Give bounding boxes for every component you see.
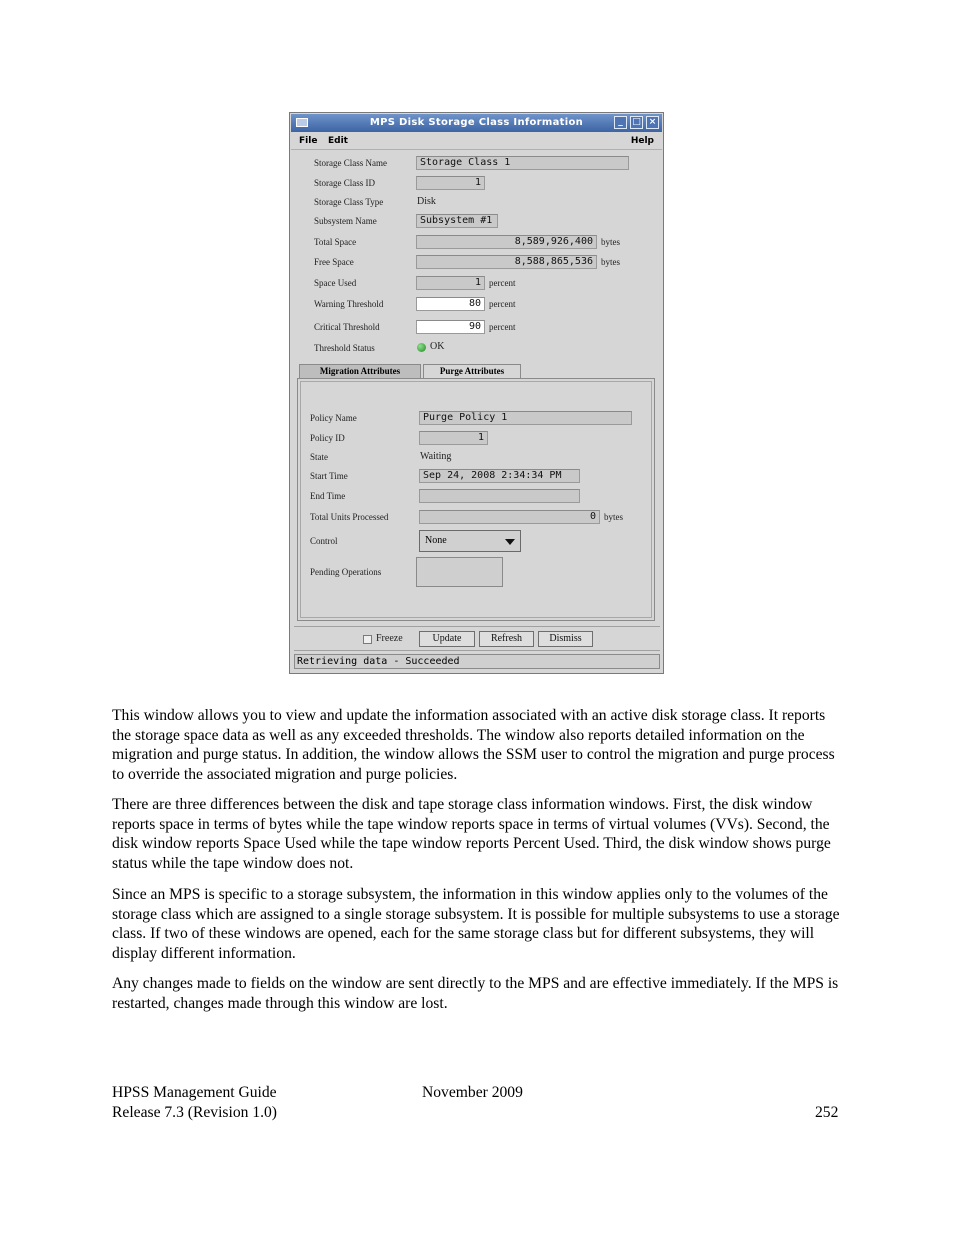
- footer-date: November 2009: [422, 1084, 523, 1101]
- total-units-unit: bytes: [604, 512, 623, 522]
- storage-class-id-field: 1: [416, 176, 485, 190]
- storage-class-name-label: Storage Class Name: [314, 158, 387, 168]
- maximize-icon[interactable]: □: [630, 116, 643, 129]
- total-space-field: 8,589,926,400: [416, 235, 597, 249]
- space-used-unit: percent: [489, 278, 516, 288]
- threshold-status-value: OK: [430, 341, 445, 352]
- state-label: State: [310, 452, 328, 462]
- control-label: Control: [310, 536, 338, 546]
- menu-help[interactable]: Help: [630, 136, 654, 146]
- storage-class-id-label: Storage Class ID: [314, 178, 375, 188]
- free-space-unit: bytes: [601, 257, 620, 267]
- tab-migration-attributes[interactable]: Migration Attributes: [299, 364, 421, 378]
- refresh-button[interactable]: Refresh: [479, 631, 534, 647]
- status-bar: Retrieving data - Succeeded: [294, 654, 660, 669]
- minimize-icon[interactable]: _: [614, 116, 627, 129]
- policy-id-field: 1: [419, 431, 488, 445]
- policy-name-field: Purge Policy 1: [419, 411, 632, 425]
- total-space-label: Total Space: [314, 237, 357, 247]
- status-ok-icon: [417, 343, 426, 352]
- footer-guide-title: HPSS Management Guide: [112, 1084, 277, 1101]
- chevron-down-icon: [505, 539, 515, 545]
- end-time-label: End Time: [310, 491, 346, 501]
- total-units-processed-field: 0: [419, 510, 600, 524]
- free-space-field: 8,588,865,536: [416, 255, 597, 269]
- warning-threshold-input[interactable]: 80: [416, 297, 485, 311]
- space-used-label: Space Used: [314, 278, 357, 288]
- paragraph-1: [112, 706, 842, 785]
- critical-threshold-label: Critical Threshold: [314, 322, 380, 332]
- space-used-field: 1: [416, 276, 485, 290]
- end-time-field: [419, 489, 580, 503]
- close-icon[interactable]: ×: [646, 116, 659, 129]
- freeze-checkbox[interactable]: [363, 635, 372, 644]
- paragraph-1-text: This window allows you to view and update the information associated with an active disk storage class. It reports the storage space data as well as any exceeded thresholds. The window also reports detailed information on the migration and purge status. In addition, the window allows the SSM user to control the migration and purge process to override the associated migration and purge policies.: [112, 707, 835, 784]
- policy-name-label: Policy Name: [310, 413, 357, 423]
- menu-bar: [291, 133, 662, 150]
- footer-release: Release 7.3 (Revision 1.0): [112, 1104, 277, 1121]
- state-value: Waiting: [420, 451, 452, 462]
- critical-threshold-unit: percent: [489, 322, 516, 332]
- paragraph-3-text: Since an MPS is specific to a storage subsystem, the information in this window applies only to the volumes of the storage class which are assigned to a single storage subsystem. It is possible for multiple subsystems to use a storage class. If two of these windows are opened, each for the same storage class but for different subsystems, they will display different information.: [112, 886, 840, 963]
- menu-file[interactable]: File: [299, 136, 318, 146]
- paragraph-4: [112, 974, 842, 1013]
- paragraph-4-text: Any changes made to fields on the window are sent directly to the MPS and are effective immediately. If the MPS is restarted, changes made through this window are lost.: [112, 975, 839, 1012]
- menu-edit[interactable]: Edit: [328, 136, 348, 146]
- control-dropdown[interactable]: [419, 530, 521, 552]
- warning-threshold-label: Warning Threshold: [314, 299, 384, 309]
- storage-class-name-field: Storage Class 1: [416, 156, 629, 170]
- freeze-label: Freeze: [376, 633, 403, 644]
- footer-page-number: 252: [815, 1104, 839, 1121]
- dismiss-button[interactable]: Dismiss: [538, 631, 593, 647]
- subsystem-name-field: Subsystem #1: [416, 214, 498, 228]
- subsystem-name-label: Subsystem Name: [314, 216, 377, 226]
- paragraph-2-text: There are three differences between the disk and tape storage class information windows. First, the disk window reports space in terms of bytes while the tape window reports space in terms of virtual volumes (VVs). Second, the disk window reports Space Used while the tape window reports Percent Used. Third, the disk window shows purge status while the tape window does not.: [112, 796, 831, 873]
- warning-threshold-unit: percent: [489, 299, 516, 309]
- total-units-processed-label: Total Units Processed: [310, 512, 389, 522]
- storage-class-type-value: Disk: [417, 196, 436, 207]
- tab-purge-attributes[interactable]: Purge Attributes: [423, 364, 521, 378]
- pending-operations-label: Pending Operations: [310, 567, 382, 577]
- threshold-status-label: Threshold Status: [314, 343, 375, 353]
- policy-id-label: Policy ID: [310, 433, 345, 443]
- storage-class-type-label: Storage Class Type: [314, 197, 384, 207]
- start-time-label: Start Time: [310, 471, 348, 481]
- start-time-field: Sep 24, 2008 2:34:34 PM: [419, 469, 580, 483]
- button-bar: [294, 626, 660, 651]
- update-button[interactable]: Update: [419, 631, 475, 647]
- paragraph-3: [112, 885, 842, 964]
- free-space-label: Free Space: [314, 257, 354, 267]
- critical-threshold-input[interactable]: 90: [416, 320, 485, 334]
- window-title: MPS Disk Storage Class Information: [369, 117, 584, 128]
- title-bar[interactable]: [291, 114, 662, 132]
- pending-operations-list[interactable]: [416, 557, 503, 587]
- paragraph-2: [112, 795, 842, 874]
- control-dropdown-value: None: [425, 535, 447, 546]
- total-space-unit: bytes: [601, 237, 620, 247]
